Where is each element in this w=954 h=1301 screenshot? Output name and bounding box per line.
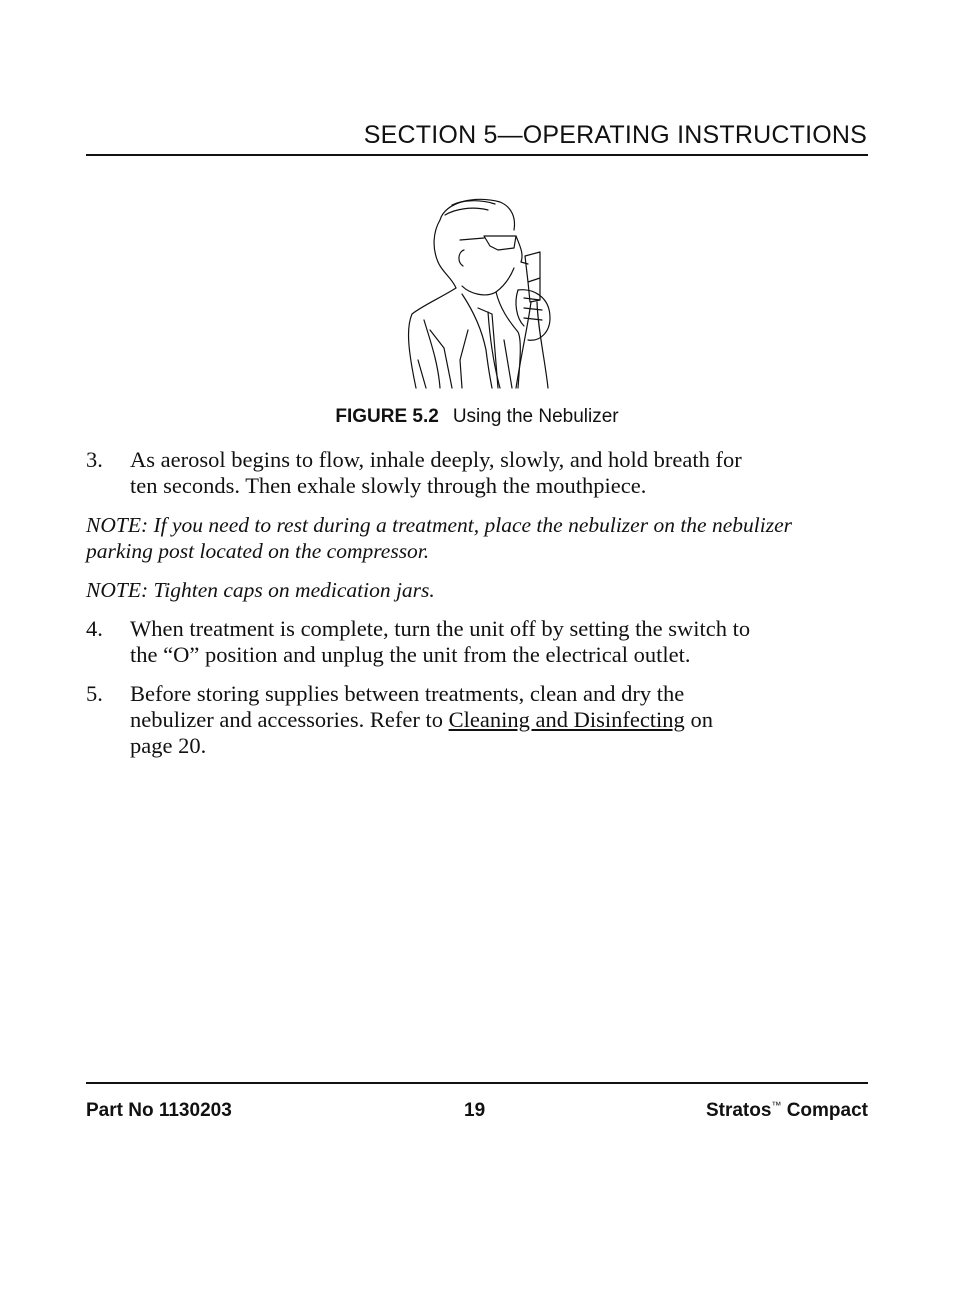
step-text-line: Before storing supplies between treatments, clean and dry the bbox=[130, 681, 685, 706]
figure-caption bbox=[0, 406, 954, 428]
note-caps bbox=[86, 577, 886, 603]
product-name: Stratos bbox=[705, 1100, 772, 1121]
step-4 bbox=[86, 616, 868, 668]
step-number: 3. bbox=[86, 447, 103, 472]
step-text-line: the “O” position and unplug the unit from the electrical outlet. bbox=[130, 642, 691, 667]
step-number: 4. bbox=[86, 616, 103, 641]
product-suffix: Compact bbox=[786, 1100, 868, 1121]
cleaning-and-disinfecting-link[interactable]: Cleaning and Disinfecting bbox=[448, 707, 685, 732]
footer-rule bbox=[86, 1082, 868, 1084]
person-using-nebulizer-illustration bbox=[400, 190, 560, 395]
step-text-fragment: on bbox=[684, 707, 713, 732]
note-rest bbox=[86, 512, 886, 564]
step-text-fragment: nebulizer and accessories. Refer to bbox=[130, 707, 449, 732]
footer-part-number: Part No 1130203 bbox=[86, 1100, 232, 1121]
step-number: 5. bbox=[86, 681, 103, 706]
step-3 bbox=[86, 447, 868, 499]
step-5 bbox=[86, 681, 868, 759]
step-text-line: ten seconds. Then exhale slowly through the mouthpiece. bbox=[130, 473, 647, 498]
note-text-line: NOTE: If you need to rest during a treatment, place the nebulizer on the nebulizer bbox=[86, 513, 792, 537]
note-text-line: parking post located on the compressor. bbox=[86, 539, 430, 563]
step-text-line: When treatment is complete, turn the unit off by setting the switch to bbox=[130, 616, 751, 641]
section-title: SECTION 5—OPERATING INSTRUCTIONS bbox=[363, 121, 867, 149]
note-text-line: NOTE: Tighten caps on medication jars. bbox=[86, 578, 435, 602]
figure-label: FIGURE 5.2 bbox=[335, 406, 439, 427]
step-text-line: page 20. bbox=[130, 733, 207, 758]
footer-product-name bbox=[706, 1100, 868, 1122]
step-text-line bbox=[130, 707, 868, 733]
trademark-symbol: ™ bbox=[771, 1100, 782, 1112]
header-rule bbox=[86, 154, 868, 156]
footer-page-number: 19 bbox=[464, 1100, 486, 1121]
step-text-line: As aerosol begins to flow, inhale deeply, slowly, and hold breath for bbox=[130, 447, 742, 472]
figure-caption-text: Using the Nebulizer bbox=[452, 406, 619, 427]
